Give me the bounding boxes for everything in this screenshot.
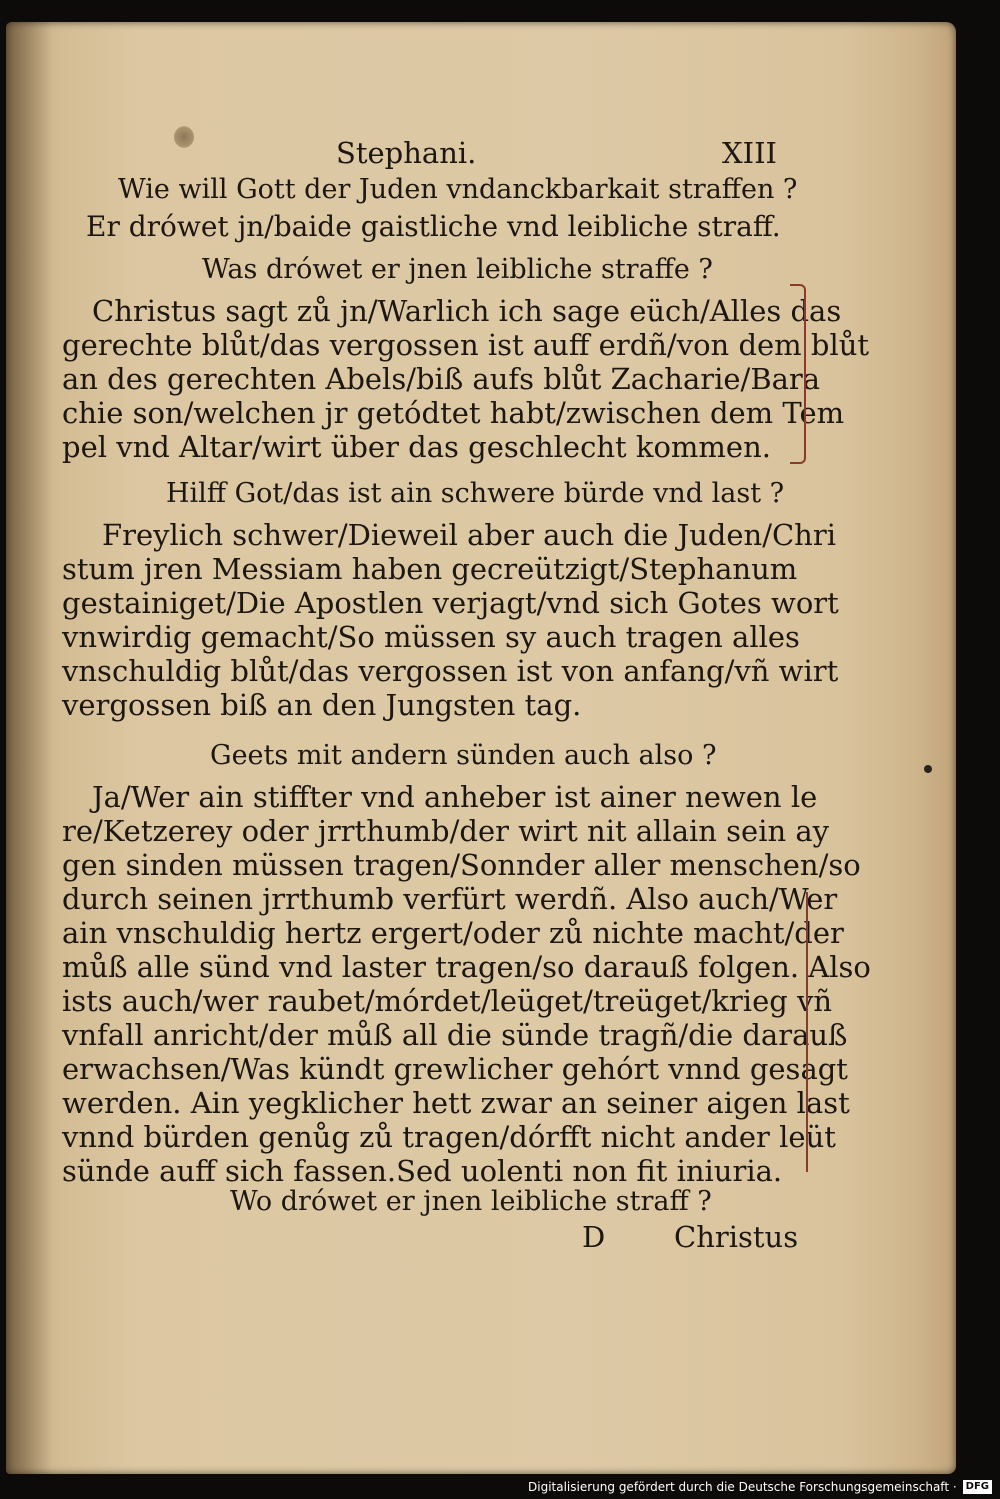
body-line: ists auch/wer raubet/mórdet/leüget/treüget/krieg vñ [62,984,833,1018]
body-line: gestainiget/Die Apostlen verjagt/vnd sich Gotes wort [62,586,839,620]
body-line: Freylich schwer/Dieweil aber auch die Juden/Chri [102,518,836,552]
body-line: Christus sagt zů jn/Warlich ich sage eüch/Alles das [92,294,842,328]
book-page [6,22,956,1474]
footer-credit-text: Digitalisierung gefördert durch die Deutsche Forschungsgemeinschaft · [528,1480,957,1494]
folio-number: XIII [722,136,778,170]
question-line: Hilff Got/das ist ain schwere bürde vnd last ? [166,478,785,509]
body-line: vnwirdig gemacht/So müssen sy auch tragen alles [62,620,800,654]
margin-line [806,892,808,1172]
red-margin-bracket [790,284,806,464]
page-stain [174,126,194,148]
body-line: gen sinden müssen tragen/Sonnder aller menschen/so [62,848,861,882]
running-head: Stephani. [336,136,477,170]
body-line: vnschuldig blůt/das vergossen ist von anfang/vñ wirt [62,654,839,688]
body-line: erwachsen/Was kündt grewlicher gehórt vnnd gesagt [62,1052,848,1086]
body-line: re/Ketzerey oder jrrthumb/der wirt nit allain sein ay [62,814,830,848]
body-line: stum jren Messiam haben gecreützigt/Stephanum [62,552,798,586]
question-line: Geets mit andern sünden auch also ? [210,740,717,771]
body-line: gerechte blůt/das vergossen ist auff erdñ/von dem blůt [62,328,870,362]
body-line: vnnd bürden genůg zů tragen/dórfft nicht ander leüt [62,1120,836,1154]
signature-mark: D [582,1220,606,1254]
body-line: Ja/Wer ain stiffter vnd anheber ist ainer newen le [92,780,818,814]
dfg-logo: DFG [963,1480,992,1494]
body-line: vergossen biß an den Jungsten tag. [62,688,582,722]
body-line: werden. Ain yegklicher hett zwar an seiner aigen last [62,1086,850,1120]
page-gutter-shadow [6,22,52,1474]
question-line: Was drówet er jnen leibliche straffe ? [202,254,713,285]
body-line: můß alle sünd vnd laster tragen/so darauß folgen. Also [62,950,871,984]
body-line: vnfall anricht/der můß all die sünde tragñ/die darauß [62,1018,848,1052]
body-line: an des gerechten Abels/biß aufs blůt Zacharie/Bara [62,362,821,396]
body-line: sünde auff sich fassen.Sed uolenti non fit iniuria. [62,1154,783,1188]
question-line: Wie will Gott der Juden vndanckbarkait straffen ? [118,174,798,205]
ink-spot [924,765,932,773]
answer-line: Er drówet jn/baide gaistliche vnd leibliche straff. [86,210,781,243]
body-line: ain vnschuldig hertz ergert/oder zů nichte macht/der [62,916,844,950]
body-line: pel vnd Altar/wirt über das geschlecht kommen. [62,430,771,464]
catchword: Christus [674,1220,799,1254]
question-line: Wo drówet er jnen leibliche straff ? [230,1186,712,1217]
body-line: durch seinen jrrthumb verfürt werdñ. Also auch/Wer [62,882,838,916]
footer-credit [528,1480,992,1494]
body-line: chie son/welchen jr getódtet habt/zwischen dem Tem [62,396,845,430]
